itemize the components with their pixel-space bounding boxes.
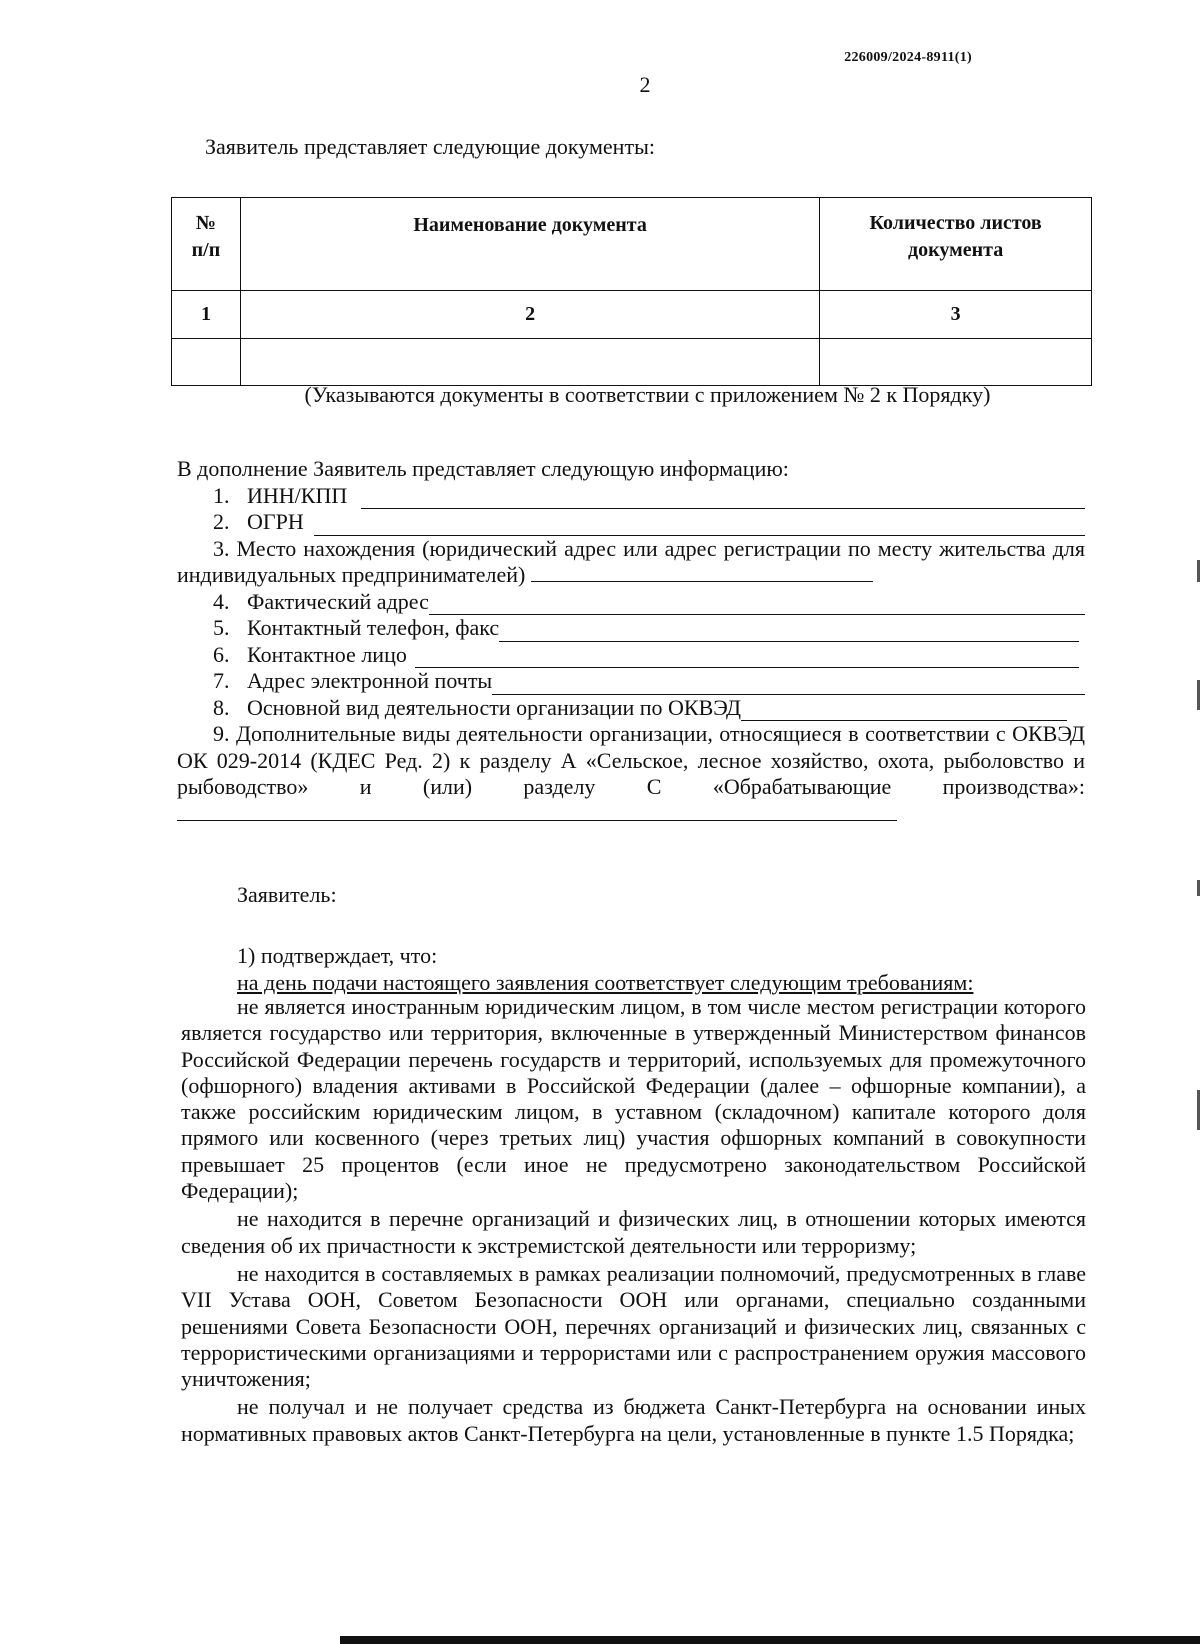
column-header-document-name: Наименование документа bbox=[240, 198, 819, 291]
field-number: 6. bbox=[213, 641, 230, 667]
requirement-paragraph: не находится в перечне организаций и физических лиц, в отношении которых имеются сведения об их причастности к экстремистской деятельности или терроризму; bbox=[181, 1206, 1086, 1258]
requirement-paragraph: не находится в составляемых в рамках реализации полномочий, предусмотренных в главе VII Устава ООН, Советом Безопасности ООН или органами, специально созданными решениями Совета Безопасности ООН, перечнях организаций и физических лиц, связанных с террористическими организациями и террористами или с распространением оружия массового уничтожения; bbox=[181, 1260, 1086, 1392]
field-number: 5. bbox=[213, 615, 230, 640]
additional-okved-blank-line[interactable] bbox=[177, 802, 897, 821]
requirement-paragraph: не получал и не получает средства из бюджета Санкт-Петербурга на основании иных нормативных правовых актов Санкт-Петербурга на цели, установленные в пункте 1.5 Порядка; bbox=[181, 1394, 1086, 1446]
table-column-number-row bbox=[172, 291, 1092, 339]
confirmation-intro: 1) подтверждает, что: bbox=[237, 943, 438, 968]
main-okved-blank-line[interactable] bbox=[741, 700, 1067, 721]
field-label: ОГРН bbox=[247, 509, 304, 534]
table-cell bbox=[820, 339, 1092, 386]
contact-person-blank-line[interactable] bbox=[415, 647, 1079, 668]
additional-info-section bbox=[177, 456, 1085, 827]
document-registration-number: 226009/2024-8911(1) bbox=[844, 50, 972, 65]
page-number: 2 bbox=[639, 72, 651, 97]
field-number: 2. bbox=[213, 509, 230, 534]
table-note: (Указываются документы в соответствии с приложением № 2 к Порядку) bbox=[304, 382, 991, 407]
field-email bbox=[177, 668, 1085, 695]
field-label: Дополнительные виды деятельности организации, относящиеся в соответствии с ОКВЭД ОК 029-2014 (КДЕС Ред. 2) к разделу А «Сельское, лесное хозяйство, охота, рыболовство и рыбоводство» и (или) разделу С «Обрабатывающие производства»: bbox=[177, 721, 1086, 799]
field-additional-okved bbox=[177, 721, 1085, 827]
requirement-paragraph: не является иностранным юридическим лицом, в том числе местом регистрации которого является государство или территория, включенные в утвержденный Министерством финансов Российской Федерации перечень государств и территорий, используемых для промежуточного (офшорного) владения активами в Российской Федерации (далее – офшорные компании), а также российским юридическим лицом, в уставном (складочном) капитале которого доля прямого или косвенного (через третьих лиц) участия офшорных компаний в совокупности превышает 25 процентов (если иное не предусмотрено законодательством Российской Федерации); bbox=[181, 994, 1086, 1204]
requirements-list bbox=[181, 994, 1086, 1447]
legal-address-blank-line[interactable] bbox=[531, 563, 873, 582]
field-inn-kpp bbox=[177, 483, 1085, 510]
actual-address-blank-line[interactable] bbox=[429, 594, 1085, 615]
field-label: Контактное лицо bbox=[247, 641, 407, 667]
field-label: Адрес электронной почты bbox=[247, 668, 493, 693]
field-actual-address bbox=[177, 589, 1085, 616]
table-cell: 1 bbox=[172, 291, 241, 339]
ogrn-blank-line[interactable] bbox=[314, 515, 1085, 536]
field-number: 8. bbox=[213, 694, 230, 720]
field-number: 9. bbox=[213, 721, 230, 746]
field-label: Контактный телефон, факс bbox=[247, 615, 500, 640]
field-contact-person bbox=[177, 642, 1085, 669]
field-main-okved bbox=[177, 695, 1085, 722]
table-cell bbox=[172, 339, 241, 386]
inn-kpp-blank-line[interactable] bbox=[361, 488, 1085, 509]
column-header-number: № п/п bbox=[172, 198, 241, 291]
field-number: 4. bbox=[213, 588, 230, 614]
email-blank-line[interactable] bbox=[492, 674, 1085, 695]
field-label: ИНН/КПП bbox=[247, 482, 348, 508]
field-label: Основной вид деятельности организации по ОКВЭД bbox=[247, 694, 741, 720]
field-phone-fax bbox=[177, 615, 1085, 642]
table-header-row bbox=[172, 198, 1092, 291]
confirmation-heading bbox=[237, 942, 973, 996]
field-legal-address bbox=[177, 536, 1085, 589]
applicant-label: Заявитель: bbox=[237, 882, 337, 907]
field-ogrn bbox=[177, 509, 1085, 536]
additional-info-lead: В дополнение Заявитель представляет следующую информацию: bbox=[177, 456, 789, 481]
documents-table bbox=[171, 197, 1092, 386]
requirements-heading: на день подачи настоящего заявления соответствует следующим требованиям: bbox=[237, 970, 974, 995]
documents-intro-text: Заявитель представляет следующие документы: bbox=[205, 134, 655, 159]
info-fields-list bbox=[177, 483, 1085, 828]
table-cell: 3 bbox=[820, 291, 1092, 339]
scan-bottom-edge bbox=[340, 1636, 1200, 1644]
field-label: Место нахождения (юридический адрес или адрес регистрации по месту жительства для индивидуальных предпринимателей) bbox=[177, 535, 1085, 587]
table-cell: 2 bbox=[240, 291, 819, 339]
field-number: 1. bbox=[213, 482, 230, 508]
table-row bbox=[172, 339, 1092, 386]
table-cell bbox=[240, 339, 819, 386]
column-header-sheet-count: Количество листов документа bbox=[820, 198, 1092, 291]
field-number: 3. bbox=[213, 535, 230, 561]
field-label: Фактический адрес bbox=[247, 588, 429, 614]
phone-fax-blank-line[interactable] bbox=[499, 621, 1079, 642]
field-number: 7. bbox=[213, 668, 230, 693]
